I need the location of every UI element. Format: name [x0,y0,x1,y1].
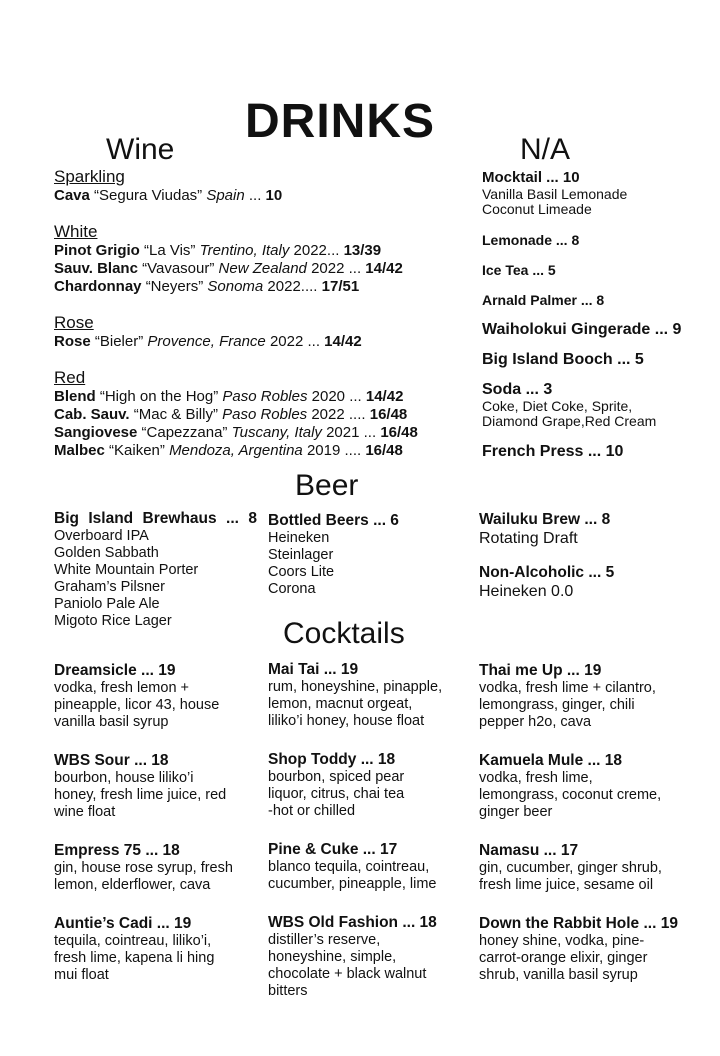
wine-item [54,278,418,296]
cocktail-desc-line: lemongrass, ginger, chili [479,697,635,713]
white-label: White [54,222,98,241]
brewhaus-word-2: Island [88,510,134,527]
wine-producer: “Kaiken” [109,442,165,459]
wine-item [54,260,418,278]
wine-vintage: 2022 [311,260,345,277]
beer-item: Heineken [268,530,330,546]
cocktails-column-1 [54,661,264,984]
wine-price: 14/42 [365,260,403,277]
wine-region: Paso Robles [222,388,308,405]
wine-vintage: 2022 [293,242,327,259]
cocktail-desc-line: honey shine, vodka, pine- [479,933,645,949]
cocktail-desc-line: liquor, citrus, chai tea [268,786,405,802]
beer-item: Golden Sabbath [54,545,159,561]
beer-item: Migoto Rice Lager [54,613,172,629]
wine-grape: Sauv. Blanc [54,260,138,277]
wine-price: 10 [265,187,283,204]
wine-item [54,333,418,351]
wine-item [54,406,418,424]
wine-grape: Blend [54,388,96,405]
wine-region: Trentino, Italy [199,242,290,259]
cocktail-desc-line: -hot or chilled [268,803,356,819]
cocktail-desc-line: gin, cucumber, ginger shrub, [479,860,662,876]
wine-price: 13/39 [343,242,382,259]
cocktail-item [54,841,264,894]
wine-sep: ... [345,388,366,405]
cocktail-desc-line: honeyshine, simple, [268,949,397,965]
wine-grape: Pinot Grigio [54,242,140,259]
mocktail-desc-1: Vanilla Basil Lemonade [482,186,628,202]
wine-price: 17/51 [321,278,360,295]
cocktail-item [268,750,474,820]
cocktail-name: WBS Old Fashion ... 18 [268,914,437,931]
wine-item [54,187,418,205]
soda-name: Soda ... 3 [482,381,553,398]
waiholokui-gingerade: Waiholokui Gingerade ... 9 [482,321,682,338]
wine-price: 16/48 [380,424,418,441]
wine-producer: “Capezzana” [141,424,228,441]
cocktail-name: Down the Rabbit Hole ... 19 [479,915,678,932]
wine-item [54,424,418,442]
arnold-palmer: Arnald Palmer ... 8 [482,292,605,308]
beer-heading: Beer [295,469,359,502]
cocktail-desc-line: fresh lime juice, sesame oil [479,877,654,893]
wine-vintage: 2022 [269,333,304,350]
wine-heading: Wine [106,133,175,166]
cocktail-desc-line: bourbon, spiced pear [268,769,405,785]
beer-item: Corona [268,581,316,597]
wine-producer: “Vavasour” [142,260,215,277]
wine-producer: “High on the Hog” [99,388,219,405]
sparkling-label: Sparkling [54,167,125,186]
cocktail-desc-line: gin, house rose syrup, fresh [54,860,233,876]
mocktail-desc-2: Coconut Limeade [482,201,592,217]
red-list [54,388,418,460]
wine-grape: Cab. Sauv. [54,406,130,423]
cocktail-desc-line: chocolate + black walnut [268,966,427,982]
cocktail-desc-line: rum, honeyshine, pinapple, [268,679,443,695]
cocktails-heading: Cocktails [283,617,405,650]
page-title: DRINKS [244,95,435,148]
wine-region: New Zealand [218,260,307,277]
cocktail-desc-line: tequila, cointreau, liliko’i, [54,933,212,949]
wine-sep: .... [344,406,370,423]
bottled-column [268,511,468,598]
wine-region: Provence, France [147,333,266,350]
brewhaus-word-5: 8 [248,510,257,527]
cocktail-desc-line: blanco tequila, cointreau, [268,859,430,875]
cocktail-item [479,751,709,821]
cocktail-item [479,661,709,731]
wine-vintage: 2020 [311,388,346,405]
cocktail-desc-line: lemongrass, coconut creme, [479,787,662,803]
cocktail-name: Shop Toddy ... 18 [268,751,396,768]
wine-region: Mendoza, Argentina [169,442,303,459]
cocktail-desc-line: vodka, fresh lime + cilantro, [479,680,656,696]
wine-producer: “Bieler” [94,333,144,350]
wine-region: Tuscany, Italy [231,424,322,441]
cocktail-desc-line: wine float [54,804,116,820]
wine-price: 14/42 [365,388,404,405]
cocktail-desc-line: vodka, fresh lime, [479,770,593,786]
wine-region: Spain [206,187,245,204]
cocktail-desc-line: fresh lime, kapena li hing [54,950,215,966]
lemonade: Lemonade ... 8 [482,232,580,248]
cocktail-item [268,840,474,893]
wine-producer: “Mac & Billy” [133,406,218,423]
wine-grape: Cava [54,187,90,204]
cocktail-item [479,841,709,894]
rose-list [54,333,418,351]
na-section [482,169,712,461]
cocktail-name: Dreamsicle ... 19 [54,662,176,679]
cocktail-item [54,914,264,984]
wailuku-name: Wailuku Brew ... 8 [479,511,611,528]
cocktail-item [479,914,709,984]
brewhaus-name [54,509,257,528]
wailuku-desc: Rotating Draft [479,530,578,547]
sparkling-list [54,187,418,205]
ice-tea: Ice Tea ... 5 [482,262,556,278]
french-press: French Press ... 10 [482,443,624,460]
cocktail-desc-line: honey, fresh lime juice, red [54,787,227,803]
brewhaus-word-4: ... [226,510,239,527]
wine-item [54,442,418,460]
beer-item: Paniolo Pale Ale [54,596,160,612]
na-heading: N/A [520,133,571,166]
mocktail-name: Mocktail ... 10 [482,169,580,186]
wine-price: 16/48 [365,442,403,459]
wine-grape: Rose [54,333,91,350]
beer-item: Steinlager [268,547,334,563]
wine-item [54,388,418,406]
wine-sep: ... [303,333,325,350]
cocktails-column-3 [479,661,709,984]
cocktail-desc-line: pepper h2o, cava [479,714,592,730]
wine-price: 14/42 [324,333,362,350]
wine-vintage: 2019 [306,442,341,459]
wine-sep: ... [326,242,344,259]
red-label: Red [54,368,86,387]
cocktail-name: Pine & Cuke ... 17 [268,841,398,858]
cocktail-name: Kamuela Mule ... 18 [479,752,622,769]
cocktail-desc-line: ginger beer [479,804,553,820]
wine-grape: Chardonnay [54,278,142,295]
wine-grape: Malbec [54,442,105,459]
cocktail-name: Namasu ... 17 [479,842,579,859]
cocktail-desc-line: lemon, elderflower, cava [54,877,211,893]
wine-producer: “Segura Viudas” [94,187,203,204]
nonalc-desc: Heineken 0.0 [479,583,574,600]
wine-region: Sonoma [207,278,264,295]
wine-sep: ... [344,260,366,277]
cocktail-name: Auntie’s Cadi ... 19 [54,915,192,932]
cocktail-item [54,751,264,821]
cocktail-desc-line: distiller’s reserve, [268,932,381,948]
beer-item: Graham’s Pilsner [54,579,165,595]
cocktail-name: Thai me Up ... 19 [479,662,602,679]
brewhaus-column [54,509,257,630]
cocktail-name: Mai Tai ... 19 [268,661,359,678]
big-island-booch: Big Island Booch ... 5 [482,351,644,368]
bottled-name: Bottled Beers ... 6 [268,512,399,529]
wine-item [54,242,418,260]
wine-grape: Sangiovese [54,424,138,441]
cocktail-desc-line: cucumber, pineapple, lime [268,876,437,892]
soda-desc-2: Diamond Grape,Red Cream [482,413,657,429]
beer-item: Coors Lite [268,564,335,580]
cocktails-column-2 [268,660,474,1000]
cocktail-desc-line: pineapple, licor 43, house [54,697,220,713]
cocktail-desc-line: carrot-orange elixir, ginger [479,950,648,966]
cocktail-desc-line: bitters [268,983,308,999]
rose-label: Rose [54,313,94,332]
cocktail-desc-line: shrub, vanilla basil syrup [479,967,638,983]
cocktail-desc-line: lemon, macnut orgeat, [268,696,413,712]
wine-vintage: 2021 [326,424,360,441]
brewhaus-word-1: Big [54,510,79,527]
white-list [54,242,418,296]
cocktail-desc-line: vodka, fresh lemon + [54,680,190,696]
beer-item: White Mountain Porter [54,562,199,578]
wine-region: Paso Robles [222,406,308,423]
cocktail-desc-line: liliko’i honey, house float [268,713,425,729]
cocktail-desc-line: mui float [54,967,109,983]
beer-item: Overboard IPA [54,528,149,544]
cocktail-name: WBS Sour ... 18 [54,752,169,769]
wine-vintage: 2022 [311,406,345,423]
cocktail-item [268,660,474,730]
brewhaus-word-3: Brewhaus [142,510,217,527]
draft-column [479,510,709,602]
nonalc-name: Non-Alcoholic ... 5 [479,564,615,581]
wine-section [54,167,418,460]
cocktail-desc-line: vanilla basil syrup [54,714,169,730]
soda-desc-1: Coke, Diet Coke, Sprite, [482,398,633,414]
wine-sep: ... [244,187,266,204]
cocktail-item [268,913,474,1000]
wine-producer: “Neyers” [145,278,204,295]
wine-vintage: 2022 [267,278,301,295]
wine-sep: ... [359,424,381,441]
wine-sep: .... [300,278,322,295]
wine-price: 16/48 [369,406,408,423]
wine-producer: “La Vis” [144,242,196,259]
wine-sep: .... [340,442,366,459]
cocktail-name: Empress 75 ... 18 [54,842,180,859]
cocktail-desc-line: bourbon, house liliko’i [54,770,194,786]
cocktail-item [54,661,264,731]
